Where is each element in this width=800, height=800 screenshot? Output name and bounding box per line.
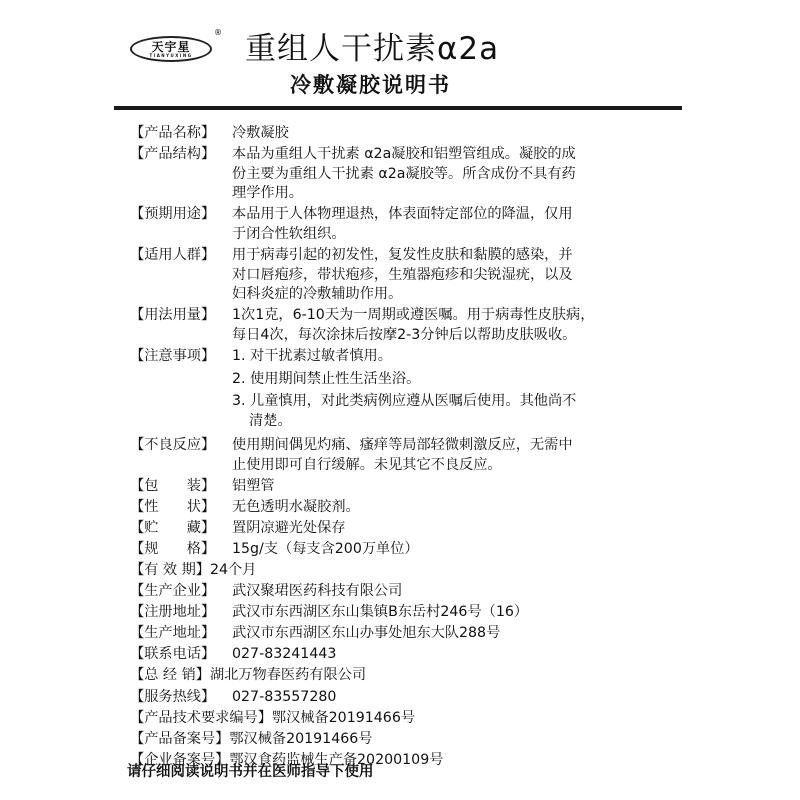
section-row bbox=[130, 666, 690, 686]
section-label: 【预期用途】 bbox=[130, 206, 216, 223]
section-value bbox=[232, 498, 690, 518]
brand-logo bbox=[130, 36, 212, 62]
section-value-line: 置阴凉避光处保存 bbox=[232, 519, 346, 536]
section-row bbox=[130, 540, 690, 560]
precaution-text: 1. 对干扰素过敏者慎用。 bbox=[232, 348, 392, 365]
section-row bbox=[130, 477, 690, 497]
section-value-line: 铝塑管 bbox=[232, 477, 275, 494]
section-label: 【产品结构】 bbox=[130, 146, 216, 163]
section-label: 【产品技术要求编号】 bbox=[130, 709, 272, 726]
section-label: 【企业备案号】 bbox=[130, 751, 230, 768]
section-value-line: 对口唇疱疹，带状疱疹，生殖器疱疹和尖锐湿疣，以及 bbox=[232, 266, 573, 283]
section-value-line: 于闭合性软组织。 bbox=[232, 225, 346, 242]
precaution-item bbox=[232, 347, 690, 367]
section-value bbox=[232, 145, 690, 204]
section-value bbox=[232, 624, 690, 644]
section-row bbox=[130, 645, 690, 665]
section-value-line: 1次1克，6-10天为一周期或遵医嘱。用于病毒性皮肤病， bbox=[232, 307, 595, 324]
section-value-line: 027-83557280 bbox=[232, 688, 337, 705]
section-label: 【联系电话】 bbox=[130, 646, 216, 663]
section-label: 【服务热线】 bbox=[130, 688, 216, 705]
section-value bbox=[232, 205, 690, 244]
section-row bbox=[130, 582, 690, 602]
section-label: 【用法用量】 bbox=[130, 307, 216, 324]
section-value-line: 武汉市东西湖区东山办事处旭东大队288号 bbox=[232, 625, 501, 642]
section-value-line: 本品为重组人干扰素 α2a凝胶和铝塑管组成。凝胶的成 bbox=[232, 146, 576, 163]
usage-warning-footer: 请仔细阅读说明书并在医师指导下使用 bbox=[127, 764, 374, 780]
section-label: 【适用人群】 bbox=[130, 247, 216, 264]
section-row bbox=[130, 124, 690, 144]
section-label: 【有 效 期】 bbox=[130, 561, 210, 578]
section-label: 【生产企业】 bbox=[130, 583, 216, 600]
section-value-line: 武汉市东西湖区东山集镇B东岳村246号（16） bbox=[232, 604, 529, 621]
precaution-item bbox=[232, 370, 690, 390]
section-value bbox=[232, 603, 690, 623]
precaution-text-continued: 清楚。 bbox=[249, 412, 292, 429]
precaution-item bbox=[232, 392, 690, 431]
section-label: 【产品名称】 bbox=[130, 125, 216, 141]
section-row bbox=[130, 436, 690, 475]
section-value bbox=[210, 666, 690, 686]
section-value-line: 湖北万物春医药有限公司 bbox=[209, 667, 367, 684]
section-label: 【注册地址】 bbox=[130, 604, 216, 621]
registered-trademark-icon: ® bbox=[214, 28, 222, 37]
section-row bbox=[130, 306, 690, 345]
document-title: 重组人干扰素α2a bbox=[245, 31, 500, 67]
section-value-line: 武汉聚珺医药科技有限公司 bbox=[232, 583, 403, 600]
section-value bbox=[232, 477, 690, 497]
section-value bbox=[232, 246, 690, 305]
section-value-line: 鄂汉食药监械生产备20200109号 bbox=[229, 751, 444, 768]
section-value-line: 冷敷凝胶 bbox=[232, 125, 289, 141]
section-label: 【生产地址】 bbox=[130, 625, 216, 642]
section-row bbox=[130, 498, 690, 518]
section-row bbox=[130, 688, 690, 708]
section-value bbox=[229, 730, 690, 750]
section-value-line: 15g/支（每支含200万单位） bbox=[232, 540, 419, 557]
section-label: 【总 经 销】 bbox=[130, 667, 210, 684]
section-value-line: 妇科炎症的冷敷辅助作用。 bbox=[232, 286, 403, 303]
section-row bbox=[130, 246, 690, 305]
section-label: 【产品备案号】 bbox=[130, 730, 230, 747]
section-label: 【贮 藏】 bbox=[130, 519, 216, 536]
section-value bbox=[232, 519, 690, 539]
section-value-line: 027-83241443 bbox=[232, 646, 337, 663]
section-value-line: 无色透明水凝胶剂。 bbox=[232, 498, 360, 515]
section-value-line: 24个月 bbox=[209, 561, 257, 578]
section-row bbox=[130, 624, 690, 644]
section-row bbox=[130, 730, 690, 750]
brand-logo-pinyin: TIANYUXING bbox=[149, 52, 193, 58]
section-value bbox=[232, 436, 690, 475]
section-value bbox=[272, 709, 690, 729]
section-value-line: 本品用于人体物理退热，体表面特定部位的降温，仅用 bbox=[232, 206, 573, 223]
section-value bbox=[232, 540, 690, 560]
section-value-line: 使用期间偶见灼痛、瘙痒等局部轻微刺激反应，无需中 bbox=[232, 436, 573, 453]
section-value bbox=[232, 347, 690, 434]
section-row bbox=[130, 709, 690, 729]
section-label: 【不良反应】 bbox=[130, 436, 216, 453]
section-value bbox=[232, 582, 690, 602]
section-label: 【注意事项】 bbox=[130, 348, 216, 365]
section-row bbox=[130, 205, 690, 244]
section-value bbox=[232, 306, 690, 345]
instruction-sections bbox=[130, 124, 690, 770]
section-value-line: 理学作用。 bbox=[232, 185, 303, 202]
precaution-text: 3. 儿童慎用，对此类病例应遵从医嘱后使用。其他尚不 bbox=[232, 393, 577, 410]
section-value bbox=[232, 645, 690, 665]
section-row bbox=[130, 603, 690, 623]
section-label: 【包 装】 bbox=[130, 477, 216, 494]
section-row bbox=[130, 347, 690, 434]
section-value-line: 鄂汉械备20191466号 bbox=[229, 730, 373, 747]
section-value bbox=[232, 688, 690, 708]
section-value bbox=[210, 561, 690, 581]
section-value-line: 份主要为重组人干扰素 α2a凝胶等。所含成份不具有药 bbox=[232, 165, 576, 182]
section-row bbox=[130, 561, 690, 581]
section-label: 【性 状】 bbox=[130, 498, 216, 515]
header-divider bbox=[114, 106, 682, 110]
section-value-line: 每日4次，每次涂抹后按摩2-3分钟后以帮助皮肤吸收。 bbox=[232, 326, 577, 343]
section-row bbox=[130, 519, 690, 539]
precaution-text: 2. 使用期间禁止性生活坐浴。 bbox=[232, 370, 421, 387]
section-row bbox=[130, 145, 690, 204]
document-subtitle: 冷敷凝胶说明书 bbox=[290, 73, 451, 97]
section-value-line: 止使用即可自行缓解。未见其它不良反应。 bbox=[232, 456, 502, 473]
section-value-line: 鄂汉械备20191466号 bbox=[271, 709, 416, 726]
section-value bbox=[232, 124, 690, 144]
section-value-line: 用于病毒引起的初发性，复发性皮肤和黏膜的感染，并 bbox=[232, 247, 573, 264]
section-label: 【规 格】 bbox=[130, 540, 216, 557]
brand-logo-chinese: 天宇星 bbox=[151, 39, 191, 54]
